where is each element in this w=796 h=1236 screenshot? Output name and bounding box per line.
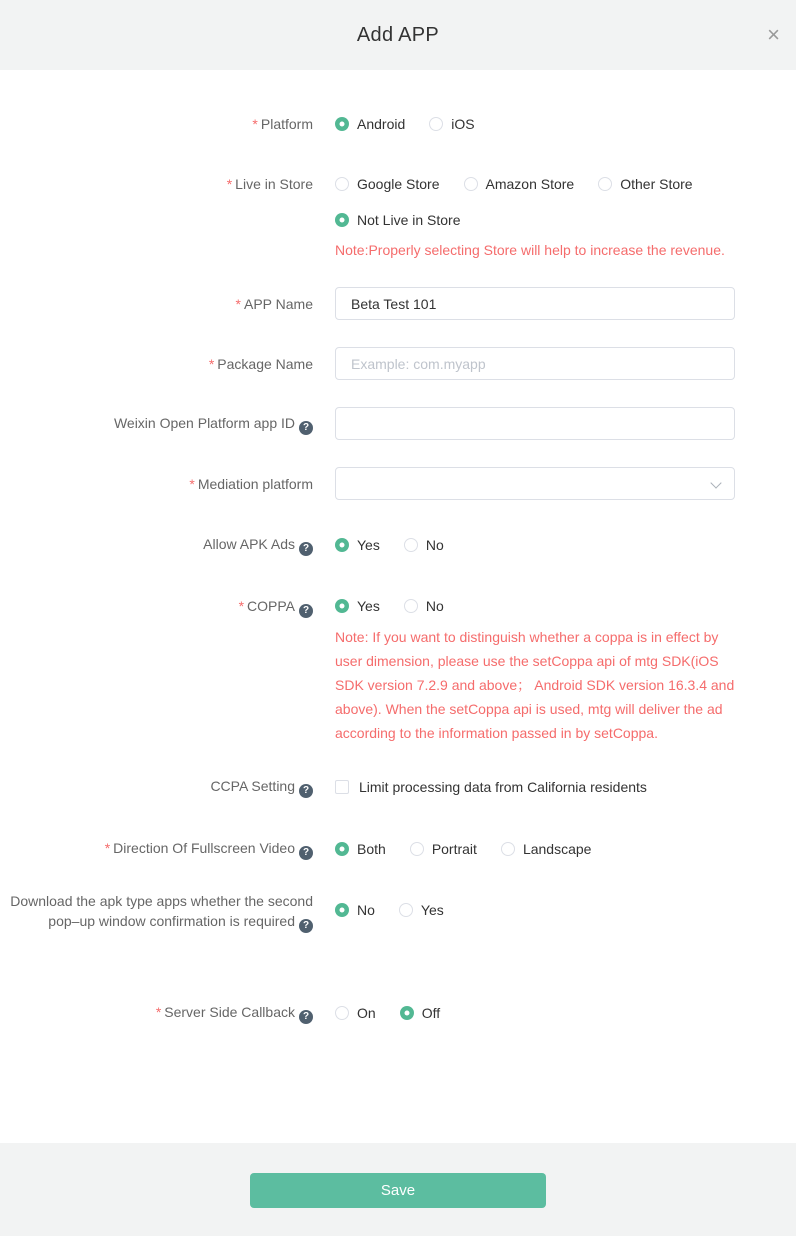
radio-platform-android[interactable]: Android (335, 114, 405, 134)
radio-coppa-yes[interactable]: Yes (335, 596, 380, 616)
weixin-app-id-input[interactable] (335, 407, 735, 440)
ccpa-checkbox[interactable]: Limit processing data from California residents (335, 777, 796, 797)
help-icon[interactable] (299, 1010, 313, 1024)
store-radio-row-1 (335, 174, 796, 194)
platform-radio-group (335, 114, 796, 134)
store-note: Note:Properly selecting Store will help to increase the revenue. (335, 242, 725, 258)
live-in-store-controls (335, 174, 796, 262)
radio-unselected-icon (335, 177, 349, 191)
row-live-in-store (0, 174, 796, 262)
weixin-app-id-label: Weixin Open Platform app ID? (0, 413, 313, 435)
direction-label: * Direction Of Fullscreen Video ? (0, 838, 313, 860)
radio-selected-icon (335, 599, 349, 613)
direction-radio-group (335, 839, 796, 859)
radio-unselected-icon (410, 842, 424, 856)
radio-selected-icon (335, 117, 349, 131)
store-radio-row-2 (335, 210, 796, 230)
row-weixin-app-id (0, 407, 796, 440)
radio-selected-icon (335, 903, 349, 917)
radio-unselected-icon (399, 903, 413, 917)
save-button[interactable]: Save (250, 1173, 546, 1208)
live-in-store-label: * Live in Store (0, 174, 313, 194)
apk-download-radio-group (335, 900, 796, 920)
radio-apk-download-no[interactable]: No (335, 900, 375, 920)
radio-unselected-icon (335, 1006, 349, 1020)
dialog-footer (0, 1143, 796, 1236)
mediation-platform-label: * Mediation platform (0, 474, 313, 494)
allow-apk-ads-label: Allow APK Ads ? (0, 534, 313, 556)
coppa-note: Note: If you want to distinguish whether a coppa is in effect by user dimension, please use the setCoppa api of mtg SDK(iOS SDK version 7.2.9 and above； Android SDK version 16.3.4 and above). When the setCoppa api is used, mtg will deliver the ad according to the information passed in by setCoppa. (335, 629, 735, 741)
required-asterisk (105, 840, 113, 856)
row-ccpa-setting (0, 776, 796, 798)
chevron-down-icon (710, 477, 721, 488)
help-icon[interactable] (299, 421, 313, 435)
radio-selected-icon (335, 213, 349, 227)
radio-unselected-icon (429, 117, 443, 131)
coppa-label: * COPPA ? (0, 596, 313, 618)
radio-selected-icon (335, 538, 349, 552)
close-icon[interactable]: × (767, 22, 780, 47)
radio-allow-apk-yes[interactable]: Yes (335, 535, 380, 555)
platform-label: * Platform (0, 114, 313, 134)
help-icon[interactable] (299, 542, 313, 556)
radio-direction-portrait[interactable]: Portrait (410, 839, 477, 859)
radio-coppa-no[interactable]: No (404, 596, 444, 616)
radio-direction-both[interactable]: Both (335, 839, 386, 859)
radio-not-live-in-store[interactable]: Not Live in Store (335, 210, 461, 230)
radio-google-store[interactable]: Google Store (335, 174, 440, 194)
required-asterisk (252, 116, 260, 132)
server-callback-radio-group (335, 1003, 796, 1023)
radio-amazon-store[interactable]: Amazon Store (464, 174, 575, 194)
radio-unselected-icon (501, 842, 515, 856)
allow-apk-ads-radio-group (335, 535, 796, 555)
row-package-name (0, 347, 796, 380)
radio-platform-ios[interactable]: iOS (429, 114, 474, 134)
row-direction-fullscreen-video (0, 838, 796, 860)
mediation-platform-select[interactable] (335, 467, 735, 500)
server-side-callback-label: * Server Side Callback ? (0, 1002, 313, 1024)
help-icon[interactable] (299, 846, 313, 860)
dialog-title: Add APP (356, 23, 440, 46)
required-asterisk (239, 598, 247, 614)
row-mediation-platform (0, 467, 796, 500)
ccpa-setting-label: CCPA Setting ? (0, 776, 313, 798)
row-platform (0, 114, 796, 134)
row-app-name (0, 287, 796, 320)
radio-unselected-icon (464, 177, 478, 191)
radio-unselected-icon (598, 177, 612, 191)
app-name-input[interactable] (335, 287, 735, 320)
help-icon[interactable] (299, 784, 313, 798)
dialog-header (0, 0, 796, 70)
help-icon[interactable] (299, 604, 313, 618)
radio-other-store[interactable]: Other Store (598, 174, 692, 194)
help-icon[interactable] (299, 919, 313, 933)
row-apk-download-confirm (0, 891, 796, 933)
required-asterisk (156, 1004, 164, 1020)
coppa-radio-group (335, 596, 796, 616)
required-asterisk (227, 176, 235, 192)
radio-unselected-icon (404, 599, 418, 613)
radio-direction-landscape[interactable]: Landscape (501, 839, 592, 859)
radio-callback-off[interactable]: Off (400, 1003, 440, 1023)
package-name-label: * Package Name (0, 354, 313, 374)
required-asterisk (209, 356, 217, 372)
app-name-label: * APP Name (0, 294, 313, 314)
radio-allow-apk-no[interactable]: No (404, 535, 444, 555)
package-name-input[interactable] (335, 347, 735, 380)
row-coppa (0, 596, 796, 745)
radio-selected-icon (335, 842, 349, 856)
apk-download-confirm-label: Download the apk type apps whether the second pop–up window confirmation is required? (0, 891, 313, 933)
radio-selected-icon (400, 1006, 414, 1020)
radio-unselected-icon (404, 538, 418, 552)
required-asterisk (236, 296, 244, 312)
row-server-side-callback (0, 1002, 796, 1024)
checkbox-unchecked-icon (335, 780, 349, 794)
radio-apk-download-yes[interactable]: Yes (399, 900, 444, 920)
row-allow-apk-ads (0, 534, 796, 556)
required-asterisk (189, 476, 197, 492)
radio-callback-on[interactable]: On (335, 1003, 376, 1023)
